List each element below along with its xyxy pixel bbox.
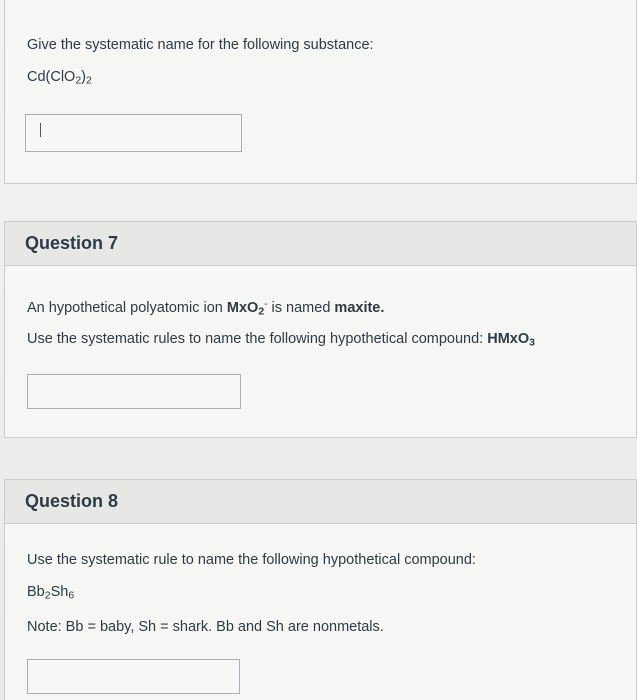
question-8-answer-input[interactable] — [27, 659, 240, 694]
question-6-prompt: Give the systematic name for the following substance: — [27, 37, 374, 53]
question-8-prompt: Use the systematic rule to name the following hypothetical compound: — [27, 552, 476, 568]
question-6-answer-input[interactable] — [25, 114, 242, 152]
question-7-line-2: Use the systematic rules to name the following hypothetical compound: HMxO$_3$ — [27, 331, 535, 349]
question-8-formula: $Bb_2Sh_6$ — [27, 584, 75, 602]
question-7-title: Question 7 — [25, 233, 119, 253]
question-8-note: Note: Bb = baby, Sh = shark. Bb and Sh are nonmetals. — [27, 619, 384, 635]
text-cursor — [40, 123, 41, 137]
question-7-header — [5, 222, 636, 266]
question-8-block — [4, 479, 637, 700]
question-8-title: Question 8 — [25, 491, 119, 511]
question-7-answer-input[interactable] — [27, 374, 241, 409]
question-7-block — [4, 221, 637, 438]
question-6-formula: $Cd(ClO_2)_2$ — [27, 69, 92, 87]
question-7-line-1: An hypothetical polyatomic ion MxO$_2$- is named maxite. — [27, 299, 385, 318]
question-8-header — [5, 480, 636, 524]
question-6-block — [4, 0, 637, 184]
